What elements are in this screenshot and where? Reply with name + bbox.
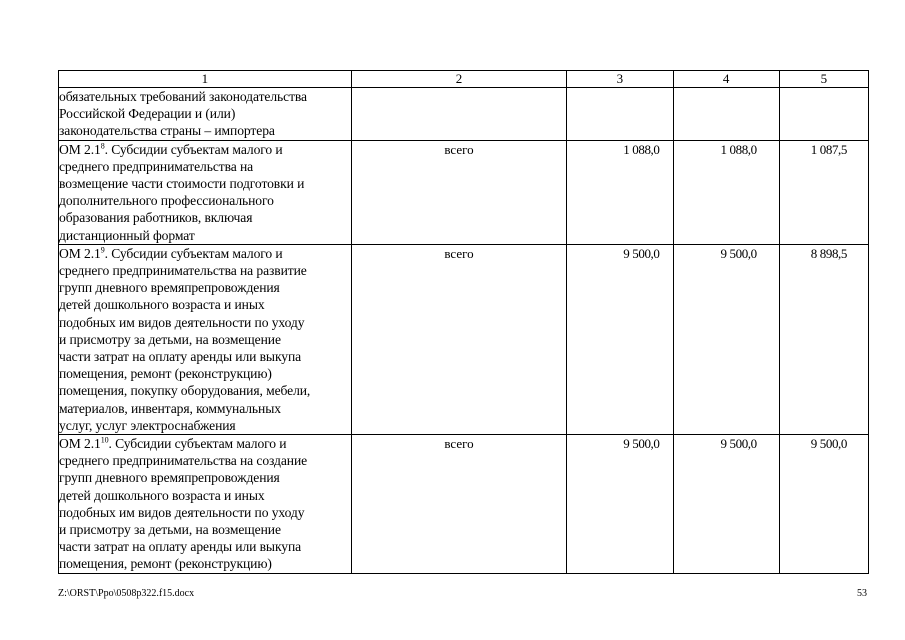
description-line: подобных им видов деятельности по уходу (59, 504, 305, 520)
table-header (59, 71, 869, 88)
description-line: возмещение части стоимости подготовки и (59, 176, 305, 192)
description-line (59, 435, 351, 452)
row-value-col-3: 9 500,0 (567, 244, 673, 434)
description-line: законодательства страны – импортера (59, 123, 275, 139)
header-col-3: 3 (567, 71, 673, 88)
row-description (59, 435, 352, 574)
footnote-ref: 8 (100, 141, 105, 151)
row-funding-type: всего (351, 435, 567, 574)
row-value-col-5 (779, 88, 868, 141)
row-description (59, 140, 352, 244)
description-line: Российской Федерации и (или) (59, 106, 236, 122)
measure-code: ОМ 2.1 (59, 436, 101, 452)
row-description (59, 88, 352, 141)
description-line (59, 141, 351, 158)
measure-code: ОМ 2.1 (59, 141, 101, 157)
row-value-col-5: 9 500,0 (779, 435, 868, 574)
table-row (59, 435, 869, 574)
row-value-col-5: 8 898,5 (779, 244, 868, 434)
budget-table (58, 70, 869, 574)
header-row (59, 71, 869, 88)
row-funding-type: всего (351, 244, 567, 434)
row-value-col-4 (673, 88, 779, 141)
table-row (59, 244, 869, 434)
footnote-ref: 9 (100, 245, 105, 255)
footnote-ref: 10 (100, 435, 109, 445)
table-row (59, 140, 869, 244)
header-col-5: 5 (779, 71, 868, 88)
footer-page-number: 53 (857, 588, 867, 599)
header-col-1: 1 (59, 71, 352, 88)
row-value-col-3: 1 088,0 (567, 140, 673, 244)
measure-code: ОМ 2.1 (59, 245, 101, 261)
description-line: части затрат на оплату аренды или выкупа (59, 539, 302, 555)
description-text: . Субсидии субъектам малого и (104, 141, 283, 157)
footer-file-path: Z:\ORST\Ppo\0508p322.f15.docx (58, 588, 195, 599)
row-value-col-5: 1 087,5 (779, 140, 868, 244)
description-line: обязательных требований законодательства (59, 89, 307, 104)
description-line: детей дошкольного возраста и иных (59, 487, 265, 503)
row-value-col-4: 9 500,0 (673, 435, 779, 574)
description-text: . Субсидии субъектам малого и (104, 245, 283, 261)
header-col-2: 2 (351, 71, 567, 88)
description-line: дистанционный формат (59, 227, 195, 243)
description-line: дополнительного профессионального (59, 193, 274, 209)
row-description (59, 244, 352, 434)
description-line: среднего предпринимательства на создание (59, 453, 308, 469)
description-line: части затрат на оплату аренды или выкупа (59, 349, 302, 365)
description-line: групп дневного времяпрепровождения (59, 470, 280, 486)
description-line: среднего предпринимательства на развитие (59, 263, 307, 279)
description-line: услуг, услуг электроснабжения (59, 417, 236, 433)
description-line: детей дошкольного возраста и иных (59, 297, 265, 313)
description-line: и присмотру за детьми, на возмещение (59, 522, 281, 538)
row-value-col-3: 9 500,0 (567, 435, 673, 574)
row-value-col-4: 9 500,0 (673, 244, 779, 434)
description-line: материалов, инвентаря, коммунальных (59, 400, 281, 416)
row-value-col-3 (567, 88, 673, 141)
description-line: подобных им видов деятельности по уходу (59, 314, 305, 330)
description-text: . Субсидии субъектам малого и (108, 436, 287, 452)
description-line: образования работников, включая (59, 210, 253, 226)
table-body (59, 88, 869, 574)
description-line: помещения, покупку оборудования, мебели, (59, 383, 311, 399)
description-line: и присмотру за детьми, на возмещение (59, 331, 281, 347)
row-value-col-4: 1 088,0 (673, 140, 779, 244)
description-line: помещения, ремонт (реконструкцию) (59, 366, 272, 382)
description-line (59, 245, 351, 262)
row-funding-type (351, 88, 567, 141)
description-line: помещения, ремонт (реконструкцию) (59, 556, 272, 572)
description-line: среднего предпринимательства на (59, 158, 254, 174)
row-funding-type: всего (351, 140, 567, 244)
description-line: групп дневного времяпрепровождения (59, 280, 280, 296)
table-row (59, 88, 869, 141)
header-col-4: 4 (673, 71, 779, 88)
